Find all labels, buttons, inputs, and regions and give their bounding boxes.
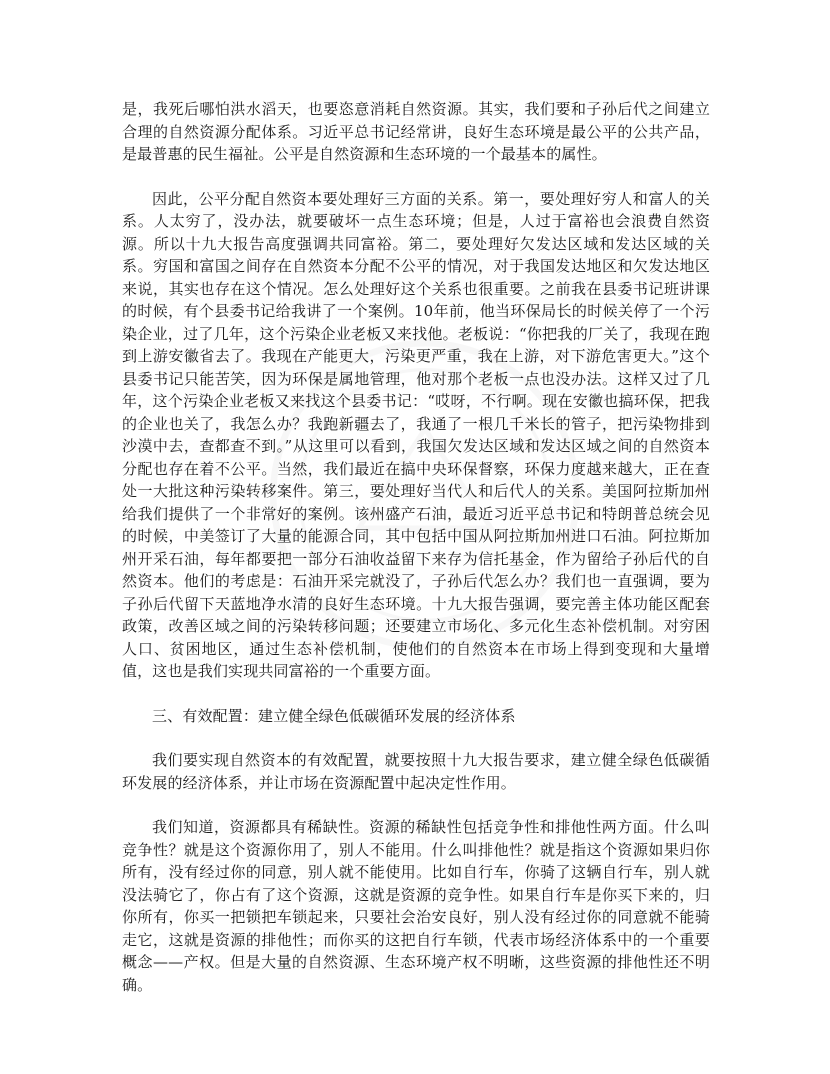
paragraph-effective-allocation-intro: 我们要实现自然资本的有效配置，就要按照十九大报告要求，建立健全绿色低碳循环发展的经济体系，并让市场在资源配置中起决定性作用。: [122, 751, 710, 792]
paragraph-continued: 是，我死后哪怕洪水滔天，也要恣意消耗自然资源。其实，我们要和子孙后代之间建立合理的自然资源分配体系。习近平总书记经常讲，良好生态环境是最公平的公共产品，是最普惠的民生福祉。公平是自然资源和生态环境的一个最基本的属性。: [122, 100, 710, 163]
section-heading-effective-allocation: 三、有效配置：建立健全绿色低碳循环发展的经济体系: [152, 706, 516, 725]
paragraph-resource-scarcity: 我们知道，资源都具有稀缺性。资源的稀缺性包括竞争性和排他性两方面。什么叫竞争性？就是这个资源你用了，别人不能用。什么叫排他性？就是指这个资源如果归你所有，没有经过你的同意，别人就不能使用。比如自行车，你骑了这辆自行车，别人就没法骑它了，你占有了这个资源，这就是资源的竞争性。如果自行车是你买下来的，归你所有，你买一把锁把车锁起来，只要社会治安良好，别人没有经过你的同意就不能骑走它，这就是资源的排他性；而你买的这把自行车锁，代表市场经济体系中的一个重要概念——产权。但是大量的自然资源、生态环境产权不明晰，这些资源的排他性还不明确。: [122, 818, 710, 994]
document-body: [122, 98, 710, 1018]
paragraph-fair-distribution: 因此，公平分配自然资本要处理好三方面的关系。第一，要处理好穷人和富人的关系。人太穷了，没办法，就要破坏一点生态环境；但是，人过于富裕也会浪费自然资源。所以十九大报告高度强调共同富裕。第二，要处理好欠发达区域和发达区域的关系。穷国和富国之间存在自然资本分配不公平的情况，对于我国发达地区和欠发达地区来说，其实也存在这个情况。怎么处理好这个关系也很重要。之前我在县委书记班讲课的时候，有个县委书记给我讲了一个案例。10年前，他当环保局长的时候关停了一个污染企业，过了几年，这个污染企业老板又来找他。老板说：“你把我的厂关了，我现在跑到上游安徽省去了。我现在产能更大，污染更严重，我在上游，对下游危害更大。”这个县委书记只能苦笑，因为环保是属地管理，他对那个老板一点也没办法。这样又过了几年，这个污染企业老板又来找这个县委书记：“哎呀，不行啊。现在安徽也搞环保，把我的企业也关了，我怎么办？我跑新疆去了，我通了一根几千米长的管子，把污染物排到沙漠中去，查都查不到。”从这里可以看到，我国欠发达区域和发达区域之间的自然资本分配也存在着不公平。当然，我们最近在搞中央环保督察，环保力度越来越大，正在查处一大批这种污染转移案件。第三，要处理好当代人和后代人的关系。美国阿拉斯加州给我们提供了一个非常好的案例。该州盛产石油，最近习近平总书记和特朗普总统会见的时候，中美签订了大量的能源合同，其中包括中国从阿拉斯加州进口石油。阿拉斯加州开采石油，每年都要把一部分石油收益留下来存为信托基金，作为留给子孙后代的自然资本。他们的考虑是：石油开采完就没了，子孙后代怎么办？我们也一直强调，要为子孙后代留下天蓝地净水清的良好生态环境。十九大报告强调，要完善主体功能区配套政策，改善区域之间的污染转移问题；还要建立市场化、多元化生态补偿机制。对穷困人口、贫困地区，通过生态补偿机制，使他们的自然资本在市场上得到变现和大量增值，这也是我们实现共同富裕的一个重要方面。: [122, 189, 710, 680]
